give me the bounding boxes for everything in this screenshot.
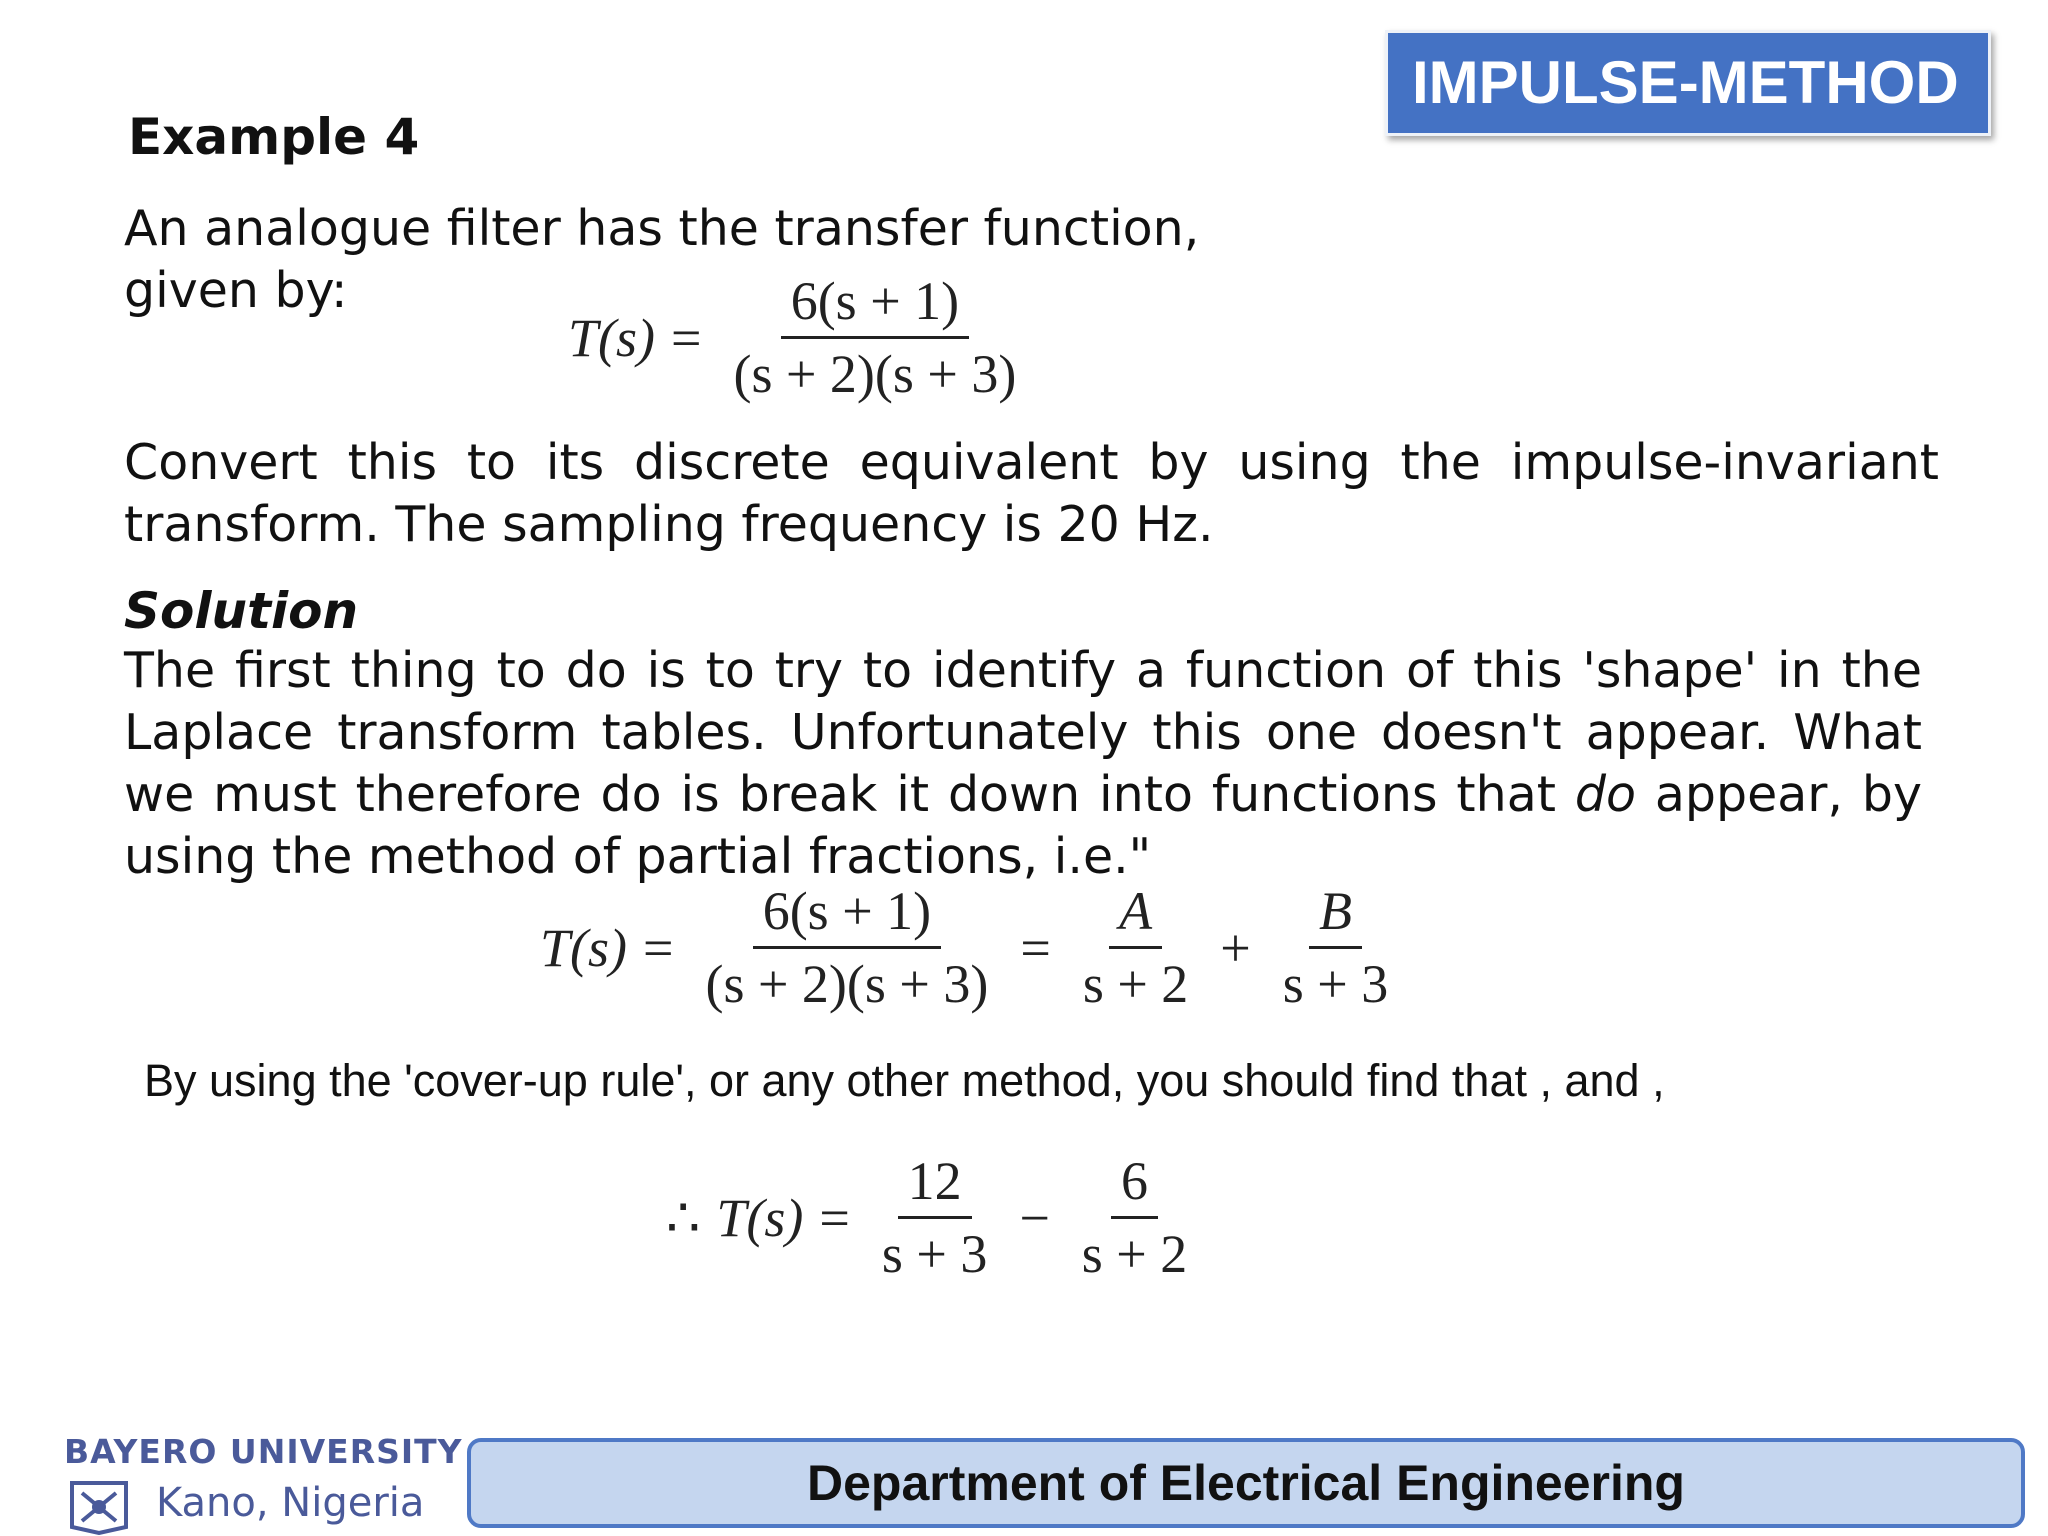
eq3-therefore: ∴ xyxy=(666,1188,701,1248)
eq2-a-numerator: A xyxy=(1109,880,1162,949)
university-name: BAYERO UNIVERSITY xyxy=(64,1432,463,1471)
eq2-fraction-a xyxy=(1073,880,1198,1015)
eq2-b-numerator: B xyxy=(1309,880,1362,949)
example-heading: Example 4 xyxy=(128,108,420,166)
eq3-a-numerator: 12 xyxy=(898,1150,972,1219)
eq2-numerator: 6(s + 1) xyxy=(753,880,941,949)
eq2-denominator: (s + 2)(s + 3) xyxy=(705,954,989,1014)
task-paragraph: Convert this to its discrete equivalent by using the impulse-invariant transform. The sampling frequency is 20 Hz. xyxy=(124,434,1939,553)
solution-heading: Solution xyxy=(124,582,359,640)
eq2-a-denominator: s + 2 xyxy=(1082,954,1189,1014)
eq3-a-denominator: s + 3 xyxy=(881,1224,988,1284)
transfer-function-equation xyxy=(568,270,1032,405)
eq1-numerator: 6(s + 1) xyxy=(781,270,969,339)
eq2-plus: + xyxy=(1220,917,1251,978)
department-footer: Department of Electrical Engineering xyxy=(467,1438,2025,1528)
solution-text-part-2: appear, by using the method of partial fractions, i.e." xyxy=(124,766,1922,885)
eq1-fraction xyxy=(723,270,1026,405)
eq3-fraction-b xyxy=(1072,1150,1197,1285)
eq2-equals-1: = xyxy=(643,917,674,978)
solution-text-part-1: The first thing to do is to try to identify a function of this 'shape' in the Laplace transform tables. Unfortunately this one doesn't appear. What we must therefore do is break it down into functions that xyxy=(124,642,1922,823)
university-logo xyxy=(64,1432,464,1532)
university-seal-icon xyxy=(68,1477,130,1535)
eq3-equals: = xyxy=(819,1187,850,1248)
eq3-minus: − xyxy=(1019,1187,1050,1248)
eq3-fraction-a xyxy=(872,1150,997,1285)
solution-paragraph xyxy=(124,640,1922,888)
solution-italic-word: do xyxy=(1574,766,1636,823)
eq2-fraction-main xyxy=(695,880,998,1015)
eq2-lhs: T(s) xyxy=(540,917,628,978)
eq3-lhs: T(s) xyxy=(716,1187,804,1248)
result-equation xyxy=(650,1150,1203,1285)
eq3-b-denominator: s + 2 xyxy=(1081,1224,1188,1284)
cover-up-paragraph: By using the 'cover-up rule', or any other method, you should find that , and , xyxy=(144,1055,1665,1106)
eq2-fraction-b xyxy=(1273,880,1398,1015)
eq2-equals-2: = xyxy=(1020,917,1051,978)
slide-title-badge: IMPULSE-METHOD xyxy=(1385,30,1991,136)
university-location: Kano, Nigeria xyxy=(156,1480,425,1526)
eq1-denominator: (s + 2)(s + 3) xyxy=(733,344,1017,404)
partial-fraction-equation xyxy=(540,880,1404,1015)
eq3-b-numerator: 6 xyxy=(1111,1150,1158,1219)
eq1-lhs: T(s) xyxy=(568,307,656,368)
eq2-b-denominator: s + 3 xyxy=(1282,954,1389,1014)
intro-line-2: given by: xyxy=(124,262,348,319)
intro-line-1: An analogue filter has the transfer function, xyxy=(124,200,1200,257)
eq1-equals: = xyxy=(671,307,702,368)
